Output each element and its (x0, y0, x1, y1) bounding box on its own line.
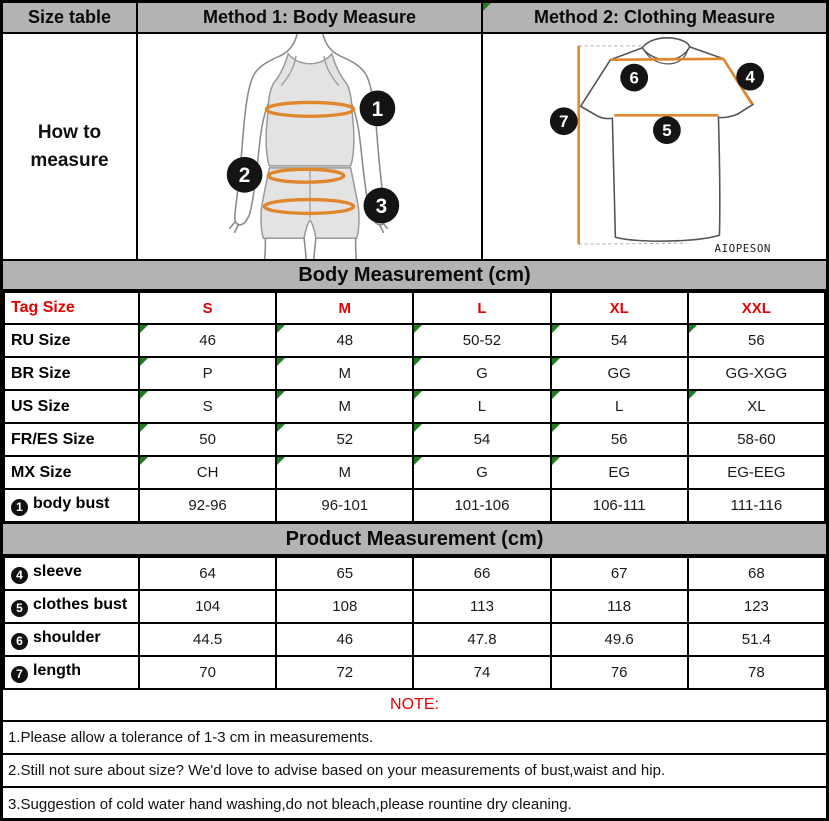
comment-triangle (552, 424, 560, 432)
table-cell: L (551, 390, 688, 423)
row-label: BR Size (4, 357, 139, 390)
table-row (4, 324, 825, 357)
row-label: 7 length (4, 656, 139, 689)
table-row (4, 590, 825, 623)
table-cell: GG-XGG (688, 357, 825, 390)
comment-triangle (689, 391, 697, 399)
row-label: 6 shoulder (4, 623, 139, 656)
circled-6-icon: 6 (11, 633, 28, 650)
svg-text:1: 1 (371, 97, 384, 121)
comment-triangle (140, 424, 148, 432)
table-cell: 67 (551, 557, 688, 590)
comment-triangle (414, 391, 422, 399)
table-cell: 65 (276, 557, 413, 590)
table-cell: 78 (688, 656, 825, 689)
brand-watermark: AIOPESON (714, 242, 771, 256)
svg-text:6: 6 (629, 68, 639, 88)
table-cell: S (139, 390, 276, 423)
size-col-xl: XL (551, 292, 688, 324)
table-row (4, 357, 825, 390)
comment-triangle (414, 457, 422, 465)
comment-triangle (483, 3, 491, 11)
table-cell: 76 (551, 656, 688, 689)
note-item-1: 1.Please allow a tolerance of 1-3 cm in measurements. (3, 722, 826, 755)
table-cell: M (276, 357, 413, 390)
body-measurement-band: Body Measurement (cm) (3, 261, 826, 291)
table-row (4, 423, 825, 456)
product-measurement-band: Product Measurement (cm) (3, 523, 826, 556)
table-cell: 106-111 (551, 489, 688, 522)
table-cell: 46 (276, 623, 413, 656)
table-cell: 118 (551, 590, 688, 623)
comment-triangle (277, 457, 285, 465)
table-cell: 49.6 (551, 623, 688, 656)
comment-triangle (414, 325, 422, 333)
table-cell: 74 (413, 656, 550, 689)
table-cell: EG (551, 456, 688, 489)
method2-header-label: Method 2: Clothing Measure (533, 7, 775, 27)
table-cell: 104 (139, 590, 276, 623)
table-cell: 48 (276, 324, 413, 357)
row-label: RU Size (4, 324, 139, 357)
table-cell: M (276, 390, 413, 423)
table-row (4, 489, 825, 522)
row-label: 4 sleeve (4, 557, 139, 590)
note-item-2: 2.Still not sure about size? We'd love to advise based on your measurements of bust,waist and hip. (3, 755, 826, 788)
table-cell: 44.5 (139, 623, 276, 656)
table-cell: M (276, 456, 413, 489)
row-label: 1 body bust (4, 489, 139, 522)
comment-triangle (277, 358, 285, 366)
table-cell: 47.8 (413, 623, 550, 656)
table-row (4, 456, 825, 489)
size-col-m: M (276, 292, 413, 324)
table-cell: 68 (688, 557, 825, 590)
comment-triangle (552, 457, 560, 465)
table-row (4, 623, 825, 656)
table-cell: 123 (688, 590, 825, 623)
circled-4-icon: 4 (11, 567, 28, 584)
row-label: FR/ES Size (4, 423, 139, 456)
method1-header: Method 1: Body Measure (138, 3, 483, 34)
table-cell: 66 (413, 557, 550, 590)
table-cell: 50-52 (413, 324, 550, 357)
comment-triangle (552, 325, 560, 333)
table-cell: 51.4 (688, 623, 825, 656)
comment-triangle (552, 391, 560, 399)
table-cell: 113 (413, 590, 550, 623)
svg-text:3: 3 (375, 194, 388, 218)
row-label: 5 clothes bust (4, 590, 139, 623)
clothing-measure-diagram (483, 34, 826, 261)
table-cell: 54 (551, 324, 688, 357)
comment-triangle (140, 325, 148, 333)
table-cell: 56 (688, 324, 825, 357)
table-cell: 54 (413, 423, 550, 456)
svg-text:7: 7 (559, 112, 569, 132)
table-row (4, 390, 825, 423)
comment-triangle (552, 358, 560, 366)
comment-triangle (689, 325, 697, 333)
svg-text:5: 5 (662, 121, 672, 141)
table-cell: 111-116 (688, 489, 825, 522)
size-col-xxl: XXL (688, 292, 825, 324)
circled-5-icon: 5 (11, 600, 28, 617)
table-cell: 108 (276, 590, 413, 623)
size-table-header: Size table (3, 3, 138, 34)
table-cell: XL (688, 390, 825, 423)
circled-1-icon: 1 (11, 499, 28, 516)
method2-header (483, 3, 826, 34)
body-figure-illustration (138, 34, 483, 261)
comment-triangle (277, 424, 285, 432)
svg-text:2: 2 (238, 164, 251, 188)
table-cell: G (413, 456, 550, 489)
comment-triangle (140, 391, 148, 399)
table-cell: 96-101 (276, 489, 413, 522)
table-cell: G (413, 357, 550, 390)
note-item-3: 3.Suggestion of cold water hand washing,do not bleach,please rountine dry cleaning. (8, 796, 572, 813)
table-row (4, 292, 825, 324)
table-cell: 72 (276, 656, 413, 689)
how-to-measure-label: How to measure (3, 34, 138, 261)
comment-triangle (140, 358, 148, 366)
comment-triangle (277, 325, 285, 333)
comment-triangle (277, 391, 285, 399)
tag-size-label: Tag Size (4, 292, 139, 324)
table-cell: 56 (551, 423, 688, 456)
size-col-l: L (413, 292, 550, 324)
table-cell: 58-60 (688, 423, 825, 456)
body-measure-diagram (138, 34, 483, 261)
table-cell: GG (551, 357, 688, 390)
table-cell: CH (139, 456, 276, 489)
table-cell: P (139, 357, 276, 390)
product-measurement-table (3, 556, 826, 690)
size-col-s: S (139, 292, 276, 324)
table-cell: 101-106 (413, 489, 550, 522)
table-cell: L (413, 390, 550, 423)
body-measurement-table (3, 291, 826, 523)
table-row (4, 656, 825, 689)
comment-triangle (414, 424, 422, 432)
table-cell: 64 (139, 557, 276, 590)
comment-triangle (414, 358, 422, 366)
comment-triangle (140, 457, 148, 465)
table-cell: 50 (139, 423, 276, 456)
svg-text:4: 4 (745, 67, 755, 87)
top-section (3, 3, 826, 261)
table-cell: 46 (139, 324, 276, 357)
table-cell: 92-96 (139, 489, 276, 522)
table-row (4, 557, 825, 590)
table-cell: 70 (139, 656, 276, 689)
table-cell: EG-EEG (688, 456, 825, 489)
row-label: US Size (4, 390, 139, 423)
note-title: NOTE: (3, 690, 826, 722)
circled-7-icon: 7 (11, 666, 28, 683)
tshirt-illustration (483, 34, 826, 261)
row-label: MX Size (4, 456, 139, 489)
table-cell: 52 (276, 423, 413, 456)
